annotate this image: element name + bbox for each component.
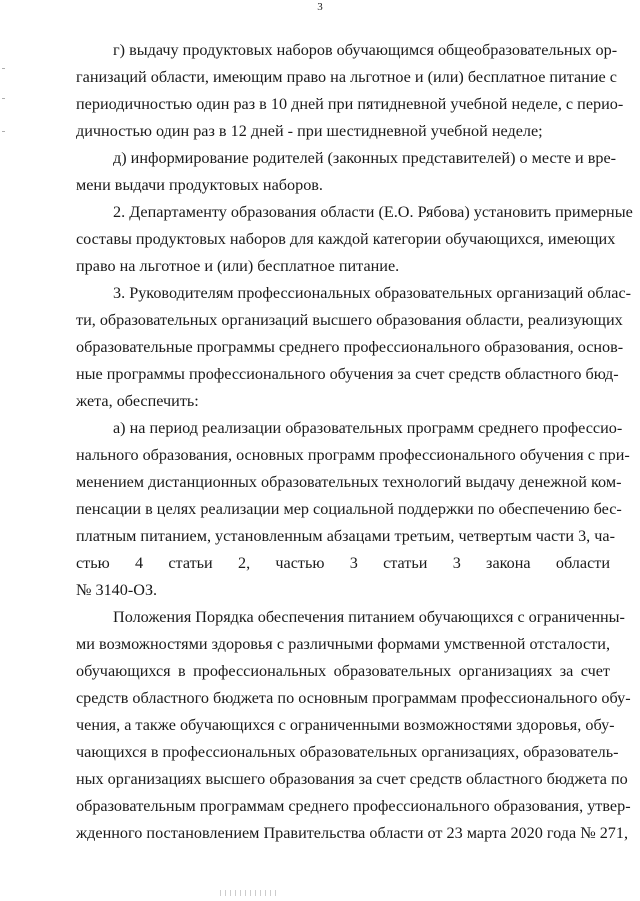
text-line: мени выдачи продуктовых наборов. [76,176,323,194]
text-line: ные программы профессионального обучения за счет средств областного бюд- [76,365,619,383]
text-line: пенсации в целях реализации мер социальной поддержки по обеспечению бес- [76,500,622,518]
text-line: ганизаций области, имеющим право на льготное и (или) бесплатное питание с [76,68,617,86]
text-line: дичностью один раз в 12 дней - при шестидневной учебной неделе; [76,122,543,140]
text-line: ти, образовательных организаций высшего образования области, реализующих [76,311,623,329]
text-line: обучающихся в профессиональных образовательных организациях за счет [76,662,610,680]
text-line: ми возможностями здоровья с различными формами умственной отсталости, [76,635,610,653]
text-line: Положения Порядка обеспечения питанием обучающихся с ограниченны- [113,608,625,626]
text-line: ных организациях высшего образования за счет средств областного бюджета по [76,770,628,788]
text-line: средств областного бюджета по основным программам профессионального обу- [76,689,631,707]
scan-artifact [220,890,280,896]
text-line: менением дистанционных образовательных технологий выдачу денежной ком- [76,473,622,491]
text-line: платным питанием, установленным абзацами третьим, четвертым части 3, ча- [76,527,615,545]
text-line: составы продуктовых наборов для каждой категории обучающихся, имеющих [76,230,616,248]
text-line: чающихся в профессиональных образовательных организациях, образователь- [76,743,619,761]
text-line: периодичностью один раз в 10 дней при пятидневной учебной неделе, с перио- [76,95,624,113]
text-line: г) выдачу продуктовых наборов обучающимся общеобразовательных ор- [113,41,618,59]
text-line: 3. Руководителям профессиональных образовательных организаций облас- [113,284,632,302]
scan-mark [2,131,5,132]
text-line: стью 4 статьи 2, частью 3 статьи 3 закона области [76,554,610,572]
text-line: жденного постановлением Правительства области от 23 марта 2020 года № 271, [76,824,629,842]
text-line: чения, а также обучающихся с ограниченными возможностями здоровья, обу- [76,716,615,734]
text-line: право на льготное и (или) бесплатное питание. [76,257,400,275]
text-line: образовательные программы среднего профессионального образования, основ- [76,338,624,356]
page-number: 3 [317,1,323,13]
text-line: д) информирование родителей (законных представителей) о месте и вре- [113,149,617,167]
text-line: жета, обеспечить: [76,392,199,410]
text-line: 2. Департаменту образования области (Е.О. Рябова) установить примерные [113,203,633,221]
scan-mark [2,68,5,69]
scan-mark [2,98,5,99]
text-line: образовательным программам среднего профессионального образования, утвер- [76,797,631,815]
text-line: нального образования, основных программ профессионального обучения с при- [76,446,630,464]
text-line: № 3140-ОЗ. [76,581,158,599]
text-line: а) на период реализации образовательных программ среднего профессио- [113,419,623,437]
